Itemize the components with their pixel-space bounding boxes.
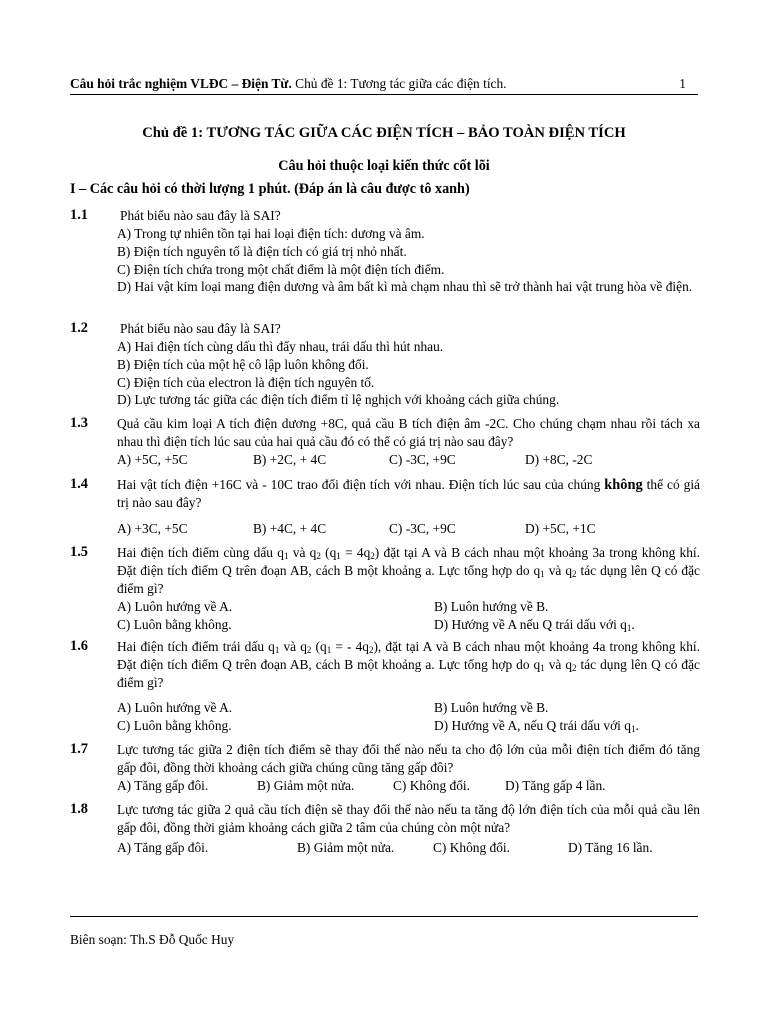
header-title-regular: Chủ đề 1: Tương tác giữa các điện tích. <box>291 76 507 91</box>
option-a: A) Tăng gấp đôi. <box>117 778 209 793</box>
subscript: 1 <box>274 645 280 655</box>
options-row <box>70 598 700 616</box>
text: Hai điện tích điểm trái dấu q <box>117 639 275 654</box>
chapter-subtitle: Câu hỏi thuộc loại kiến thức cốt lõi <box>278 158 490 174</box>
option-a: A) Hai điện tích cùng dấu thì đẩy nhau, trái dấu thì hút nhau. <box>117 339 444 354</box>
text: tác dụng lên Q có đặc điểm gì? <box>117 657 701 690</box>
options <box>70 225 700 296</box>
emphasis-word: không <box>604 477 643 493</box>
options <box>70 839 700 857</box>
subscript: 1 <box>283 551 289 561</box>
option-d <box>434 616 635 634</box>
option-d: D) Tăng gấp 4 lần. <box>505 778 606 793</box>
question-1-7 <box>70 741 700 795</box>
text: (q <box>311 639 327 654</box>
question-1-1 <box>70 207 700 296</box>
text: = - 4q <box>331 639 369 654</box>
options-row <box>70 717 700 735</box>
option-d: D) +8C, -2C <box>525 452 593 467</box>
question-1-5 <box>70 544 700 633</box>
options <box>70 520 700 538</box>
question-1-6 <box>70 638 700 734</box>
subscript: 1 <box>630 723 636 734</box>
option-c: C) Không đổi. <box>433 840 510 855</box>
text: và q <box>279 639 307 654</box>
text: . <box>635 717 639 733</box>
question-1-8 <box>70 801 700 857</box>
question-text: Quả cầu kim loại A tích điện dương +8C, quả cầu B tích điện âm -2C. Cho chúng chạm nhau rồi tách xa nhau thì điện tích lúc sau của hai quả cầu đó có thể có giá trị nào sau đây? <box>117 416 700 449</box>
option-d: D) Tăng 16 lần. <box>568 840 653 855</box>
text: Hai điện tích điểm cùng dấu q <box>117 545 284 560</box>
question-text <box>70 476 700 512</box>
option-b: B) Giảm một nửa. <box>257 778 355 793</box>
subscript: 1 <box>540 569 545 579</box>
question-number: 1.4 <box>70 476 88 492</box>
question-text <box>70 638 700 692</box>
text: ), đặt tại A và B cách nhau một khoảng 4a trong không khí. Đặt điện tích điểm Q trên đoạn AB, cách B một khoảng a. Lực tổng hợp do q <box>117 639 700 672</box>
option-c: C) Luôn bằng không. <box>117 717 232 733</box>
section-heading: I – Các câu hỏi có thời lượng 1 phút. (Đáp án là câu được tô xanh) <box>70 181 470 197</box>
option-b: B) Luôn hướng về B. <box>434 700 549 715</box>
options <box>70 777 700 795</box>
question-number: 1.5 <box>70 544 88 560</box>
text: tác dụng lên Q có đặc điểm gì? <box>117 563 701 596</box>
question-text: Phát biểu nào sau đây là SAI? <box>120 321 281 336</box>
text: = 4q <box>340 545 371 560</box>
question-number: 1.6 <box>70 638 88 654</box>
options-row <box>70 616 700 634</box>
header-title <box>70 76 507 92</box>
options <box>70 451 700 469</box>
question-number: 1.3 <box>70 415 88 431</box>
option-c: C) Điện tích của electron là điện tích nguyên tố. <box>117 374 375 390</box>
option-a: A) Luôn hướng về A. <box>117 700 233 715</box>
question-text: Phát biểu nào sau đây là SAI? <box>120 208 281 223</box>
page-header <box>70 76 698 95</box>
question-1-2 <box>70 320 700 409</box>
text: và q <box>288 545 317 560</box>
question-number: 1.7 <box>70 741 88 757</box>
text: và q <box>544 563 573 578</box>
option-d: D) +5C, +1C <box>525 521 596 536</box>
options-row <box>70 699 700 717</box>
question-1-3 <box>70 415 700 469</box>
subscript: 2 <box>306 645 312 655</box>
option-a: A) Trong tự nhiên tồn tại hai loại điện tích: dương và âm. <box>117 226 425 241</box>
question-number: 1.1 <box>70 207 88 223</box>
question-text-part: Hai vật tích điện +16C và - 10C trao đổi điện tích với nhau. Điện tích lúc sau của chúng <box>117 477 605 492</box>
options <box>70 338 700 409</box>
option-d: D) Lực tương tác giữa các điện tích điểm tỉ lệ nghịch với khoảng cách giữa chúng. <box>117 392 560 408</box>
option-b: B) +4C, + 4C <box>253 521 327 536</box>
option-c: C) Điện tích chứa trong một chất điểm là một điện tích điểm. <box>117 261 445 277</box>
question-text: Lực tương tác giữa 2 điện tích điểm sẽ thay đổi thế nào nếu ta cho độ lớn của mỗi điện tích điểm đó tăng gấp đôi, đồng thời khoảng cách giữa chúng cũng tăng gấp đôi? <box>117 742 700 775</box>
option-d: D) Hai vật kim loại mang điện dương và âm bất kì mà chạm nhau thì sẽ trở thành hai vật trung hòa về điện. <box>117 279 693 295</box>
text: D) Hướng về A, nếu Q trái dấu với q <box>434 717 631 733</box>
subscript: 2 <box>370 551 375 561</box>
subscript: 1 <box>336 551 341 561</box>
question-1-4 <box>70 476 700 538</box>
option-a: A) +5C, +5C <box>117 452 188 467</box>
option-a: A) Tăng gấp đôi. <box>117 840 209 855</box>
subscript: 2 <box>368 645 374 655</box>
page-number: 1 <box>679 76 686 91</box>
option-c: C) -3C, +9C <box>389 521 456 536</box>
option-b: B) Điện tích nguyên tố là điện tích có giá trị nhỏ nhất. <box>117 243 407 259</box>
footer-divider <box>70 916 698 917</box>
option-b: B) Luôn hướng về B. <box>434 599 549 614</box>
chapter-title: Chủ đề 1: TƯƠNG TÁC GIỮA CÁC ĐIỆN TÍCH – BẢO TOÀN ĐIỆN TÍCH <box>142 125 626 141</box>
subscript: 1 <box>326 645 332 655</box>
question-text-part: thể có giá trị nào sau đây? <box>117 477 701 510</box>
subscript: 2 <box>316 551 321 561</box>
subscript: 2 <box>572 569 577 579</box>
subscript: 2 <box>572 663 577 673</box>
option-b: B) Điện tích của một hệ cô lập luôn không đổi. <box>117 356 369 372</box>
text: và q <box>544 657 573 672</box>
text: . <box>631 616 635 632</box>
option-a: A) Luôn hướng về A. <box>117 599 233 614</box>
option-c: C) -3C, +9C <box>389 452 456 467</box>
header-title-bold: Câu hỏi trắc nghiệm VLĐC – Điện Từ. <box>70 76 292 91</box>
question-number: 1.8 <box>70 801 88 817</box>
subscript: 1 <box>626 622 632 633</box>
page-footer: Biên soạn: Th.S Đỗ Quốc Huy <box>70 932 235 947</box>
option-a: A) +3C, +5C <box>117 521 188 536</box>
option-d <box>434 717 639 735</box>
question-text <box>70 544 700 598</box>
option-c: C) Không đổi. <box>393 778 470 793</box>
option-c: C) Luôn bằng không. <box>117 616 232 632</box>
text: D) Hướng về A nếu Q trái dấu với q <box>434 616 627 632</box>
option-b: B) +2C, + 4C <box>253 452 327 467</box>
option-b: B) Giảm một nửa. <box>297 840 395 855</box>
text: (q <box>320 545 337 560</box>
subscript: 1 <box>540 663 545 673</box>
question-number: 1.2 <box>70 320 88 336</box>
question-text: Lực tương tác giữa 2 quả cầu tích điện sẽ thay đổi thế nào nếu ta tăng độ lớn điện tích của mỗi quả cầu lên gấp đôi, đồng thời giảm khoảng cách giữa 2 tâm của chúng còn một nửa? <box>117 802 700 835</box>
text: ) đặt tại A và B cách nhau một khoảng 3a trong không khí. Đặt điện tích điểm Q trên đoạn AB, cách B một khoảng a. Lực tổng hợp do q <box>117 545 700 578</box>
